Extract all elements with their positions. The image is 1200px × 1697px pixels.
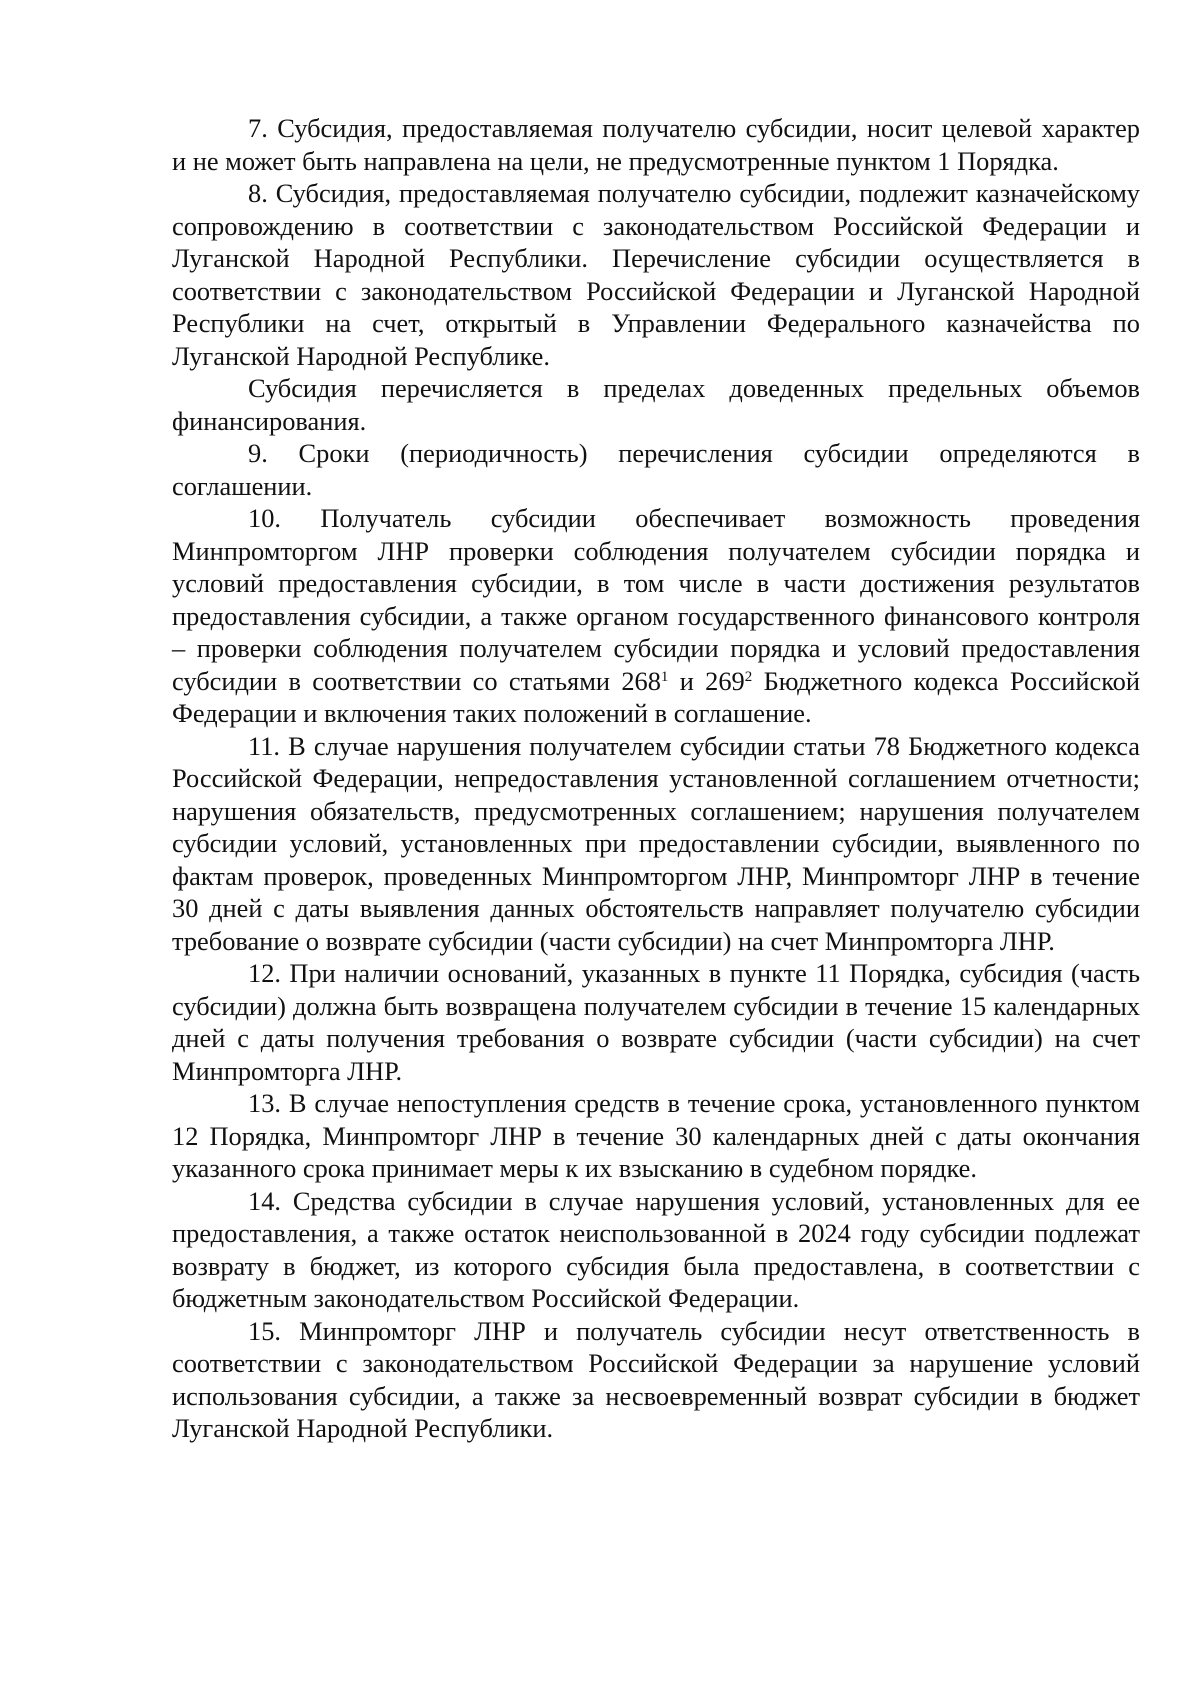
paragraph-8-continuation: Субсидия перечисляется в пределах доведенных предельных объемов финансирования. xyxy=(172,373,1140,436)
paragraph-11: 11. В случае нарушения получателем субсидии статьи 78 Бюджетного кодекса Российской Федерации, непредоставления установленной соглашением отчетности; нарушения обязательств, предусмотренных соглашением; нарушения получателем субсидии условий, установленных при предоставлении субсидии, выявленного по фактам проверок, проведенных Минпромторгом ЛНР, Минпромторг ЛНР в течение 30 дней с даты выявления данных обстоятельств направляет получателю субсидии требование о возврате субсидии (части субсидии) на счет Минпромторга ЛНР. xyxy=(172,730,1140,956)
superscript-article-268: 1 xyxy=(660,668,669,685)
paragraph-7: 7. Субсидия, предоставляемая получателю субсидии, носит целевой характер и не может быть направлена на цели, не предусмотренные пунктом 1 Порядка. xyxy=(172,113,1140,176)
paragraph-14: 14. Средства субсидии в случае нарушения условий, установленных для ее предоставления, а также остаток неиспользованной в 2024 году субсидии подлежат возврату в бюджет, из которого субсидия была предоставлена, в соответствии с бюджетным законодательством Российской Федерации. xyxy=(172,1185,1140,1313)
paragraph-10-text-before: 10. Получатель субсидии обеспечивает возможность проведения Минпромторгом ЛНР проверки соблюдения получателем субсидии порядка и условий предоставления субсидии, в том числе в части достижения результатов предоставления субсидии, а также органом государственного финансового контроля – проверки соблюдения получателем субсидии порядка и условий предоставления субсидии в соответствии со статьями 268 xyxy=(172,503,1140,696)
paragraph-8: 8. Субсидия, предоставляемая получателю субсидии, подлежит казначейскому сопровождению в соответствии с законодательством Российской Федерации и Луганской Народной Республики. Перечисление субсидии осуществляется в соответствии с законодательством Российской Федерации и Луганской Народной Республики на счет, открытый в Управлении Федерального казначейства по Луганской Народной Республике. xyxy=(172,178,1140,371)
paragraph-15: 15. Минпромторг ЛНР и получатель субсидии несут ответственность в соответствии с законодательством Российской Федерации за нарушение условий использования субсидии, а также за несвоевременный возврат субсидии в бюджет Луганской Народной Республики. xyxy=(172,1315,1140,1443)
paragraph-9: 9. Сроки (периодичность) перечисления субсидии определяются в соглашении. xyxy=(172,438,1140,501)
paragraph-10-text-middle: и 269 xyxy=(668,665,745,696)
paragraph-10-text-after: Бюджетного кодекса Российской Федерации и включения таких положений в соглашение. xyxy=(172,665,1141,728)
paragraph-12: 12. При наличии оснований, указанных в пункте 11 Порядка, субсидия (часть субсидии) должна быть возвращена получателем субсидии в течение 15 календарных дней с даты получения требования о возврате субсидии (части субсидии) на счет Минпромторга ЛНР. xyxy=(172,958,1140,1086)
document-page xyxy=(172,112,1140,1445)
paragraph-13: 13. В случае непоступления средств в течение срока, установленного пунктом 12 Порядка, Минпромторг ЛНР в течение 30 календарных дней с даты окончания указанного срока принимает меры к их взысканию в судебном порядке. xyxy=(172,1088,1140,1183)
paragraph-10 xyxy=(172,502,1140,730)
superscript-article-269: 2 xyxy=(744,668,753,685)
